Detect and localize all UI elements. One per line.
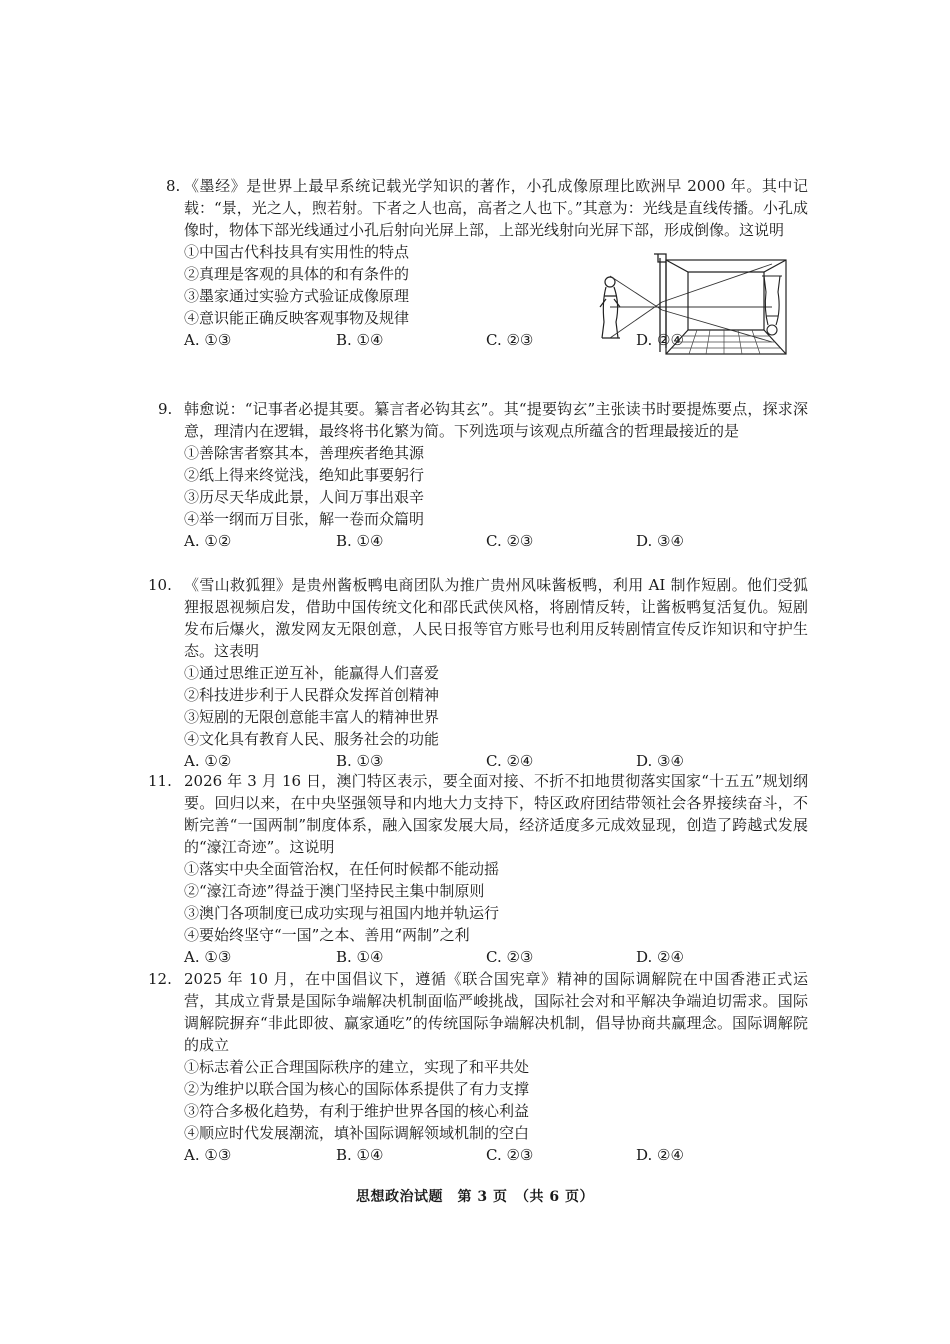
choice-a[interactable]: A. ①② — [184, 532, 232, 550]
question-number: 9. — [158, 400, 173, 418]
choice-c[interactable]: C. ②③ — [486, 1146, 534, 1164]
question-11 — [148, 770, 808, 968]
option-4: ④文化具有教育人民、服务社会的功能 — [184, 730, 440, 748]
option-1: ①通过思维正逆互补，能赢得人们喜爱 — [184, 664, 440, 682]
option-2: ②真理是客观的具体的和有条件的 — [184, 265, 410, 283]
question-9 — [148, 398, 808, 552]
choice-d[interactable]: D. ②④ — [636, 1146, 684, 1164]
option-3: ③历尽天华成此景，人间万事出艰辛 — [184, 488, 425, 506]
option-2: ②为维护以联合国为核心的国际体系提供了有力支撑 — [184, 1080, 530, 1098]
choice-d[interactable]: D. ②④ — [636, 948, 684, 966]
question-number: 10. — [148, 576, 172, 594]
question-number: 8. — [166, 177, 181, 195]
option-3: ③澳门各项制度已成功实现与祖国内地并轨运行 — [184, 904, 500, 922]
option-1: ①善除害者察其本，善理疾者绝其源 — [184, 444, 425, 462]
pinhole-camera-illustration — [592, 252, 792, 357]
choice-c[interactable]: C. ②④ — [486, 752, 534, 770]
option-3: ③墨家通过实验方式验证成像原理 — [184, 287, 410, 305]
choice-a[interactable]: A. ①② — [184, 752, 232, 770]
choice-b[interactable]: B. ①④ — [336, 1146, 384, 1164]
option-3: ③短剧的无限创意能丰富人的精神世界 — [184, 708, 440, 726]
question-stem: 《墨经》是世界上最早系统记载光学知识的著作，小孔成像原理比欧洲早 2000 年。其中记载：“景，光之人，煦若射。下者之人也高，高者之人也下。”其意为：光线是直线传播。小孔成像时，物体下部光线通过小孔后射向光屏上部，上部光线射向光屏下部，形成倒像。这说明 — [184, 177, 808, 239]
option-1: ①落实中央全面管治权，在任何时候都不能动摇 — [184, 860, 500, 878]
choice-b[interactable]: B. ①③ — [336, 752, 384, 770]
option-2: ②纸上得来终觉浅，绝知此事要躬行 — [184, 466, 425, 484]
question-stem: 2026 年 3 月 16 日，澳门特区表示，要全面对接、不折不扣地贯彻落实国家“十五五”规划纲要。回归以来，在中央坚强领导和内地大力支持下，特区政府团结带领社会各界接续奋斗，不断完善“一国两制”制度体系，融入国家发展大局，经济适度多元成效显现，创造了跨越式发展的“濠江奇迹”。这说明 — [184, 772, 808, 856]
answer-choices — [184, 750, 808, 772]
answer-choices — [184, 530, 808, 552]
choice-d[interactable]: D. ③④ — [636, 752, 684, 770]
question-stem: 2025 年 10 月，在中国倡议下，遵循《联合国宪章》精神的国际调解院在中国香港正式运营，其成立背景是国际争端解决机制面临严峻挑战，国际社会对和平解决争端迫切需求。国际调解院摒弃“非此即彼、赢家通吃”的传统国际争端解决机制，倡导协商共赢理念。国际调解院的成立 — [184, 970, 808, 1054]
option-4: ④举一纲而万目张，解一卷而众篇明 — [184, 510, 425, 528]
option-1: ①标志着公正合理国际秩序的建立，实现了和平共处 — [184, 1058, 530, 1076]
question-number: 12. — [148, 970, 172, 988]
question-stem: 《雪山救狐狸》是贵州酱板鸭电商团队为推广贵州风味酱板鸭，利用 AI 制作短剧。他们受狐狸报恩视频启发，借助中国传统文化和邵氏武侠风格，将剧情反转，让酱板鸭复活复仇。短剧发布后爆火，激发网友无限创意，人民日报等官方账号也利用反转剧情宣传反诈知识和守护生态。这表明 — [184, 576, 808, 660]
choice-d[interactable]: D. ②④ — [636, 331, 684, 349]
question-stem: 韩愈说：“记事者必提其要。纂言者必钩其玄”。其“提要钩玄”主张读书时要提炼要点，探求深意，理清内在逻辑，最终将书化繁为简。下列选项与该观点所蕴含的哲理最接近的是 — [184, 400, 808, 440]
question-number: 11. — [148, 772, 172, 790]
question-10 — [148, 574, 808, 772]
choice-c[interactable]: C. ②③ — [486, 948, 534, 966]
answer-choices — [184, 946, 808, 968]
choice-a[interactable]: A. ①③ — [184, 1146, 232, 1164]
answer-choices — [184, 1144, 808, 1166]
question-12 — [148, 968, 808, 1166]
option-2: ②“濠江奇迹”得益于澳门坚持民主集中制原则 — [184, 882, 485, 900]
option-3: ③符合多极化趋势，有利于维护世界各国的核心利益 — [184, 1102, 530, 1120]
option-4: ④要始终坚守“一国”之本、善用“两制”之利 — [184, 926, 470, 944]
page-footer: 思想政治试题 第 3 页 （共 6 页） — [356, 1189, 594, 1205]
choice-a[interactable]: A. ①③ — [184, 948, 232, 966]
option-2: ②科技进步利于人民群众发挥首创精神 — [184, 686, 440, 704]
choice-b[interactable]: B. ①④ — [336, 532, 384, 550]
choice-c[interactable]: C. ②③ — [486, 532, 534, 550]
option-1: ①中国古代科技具有实用性的特点 — [184, 243, 410, 261]
choice-b[interactable]: B. ①④ — [336, 948, 384, 966]
option-4: ④意识能正确反映客观事物及规律 — [184, 309, 410, 327]
choice-a[interactable]: A. ①③ — [184, 331, 232, 349]
choice-b[interactable]: B. ①④ — [336, 331, 384, 349]
option-4: ④顺应时代发展潮流，填补国际调解领域机制的空白 — [184, 1124, 530, 1142]
choice-d[interactable]: D. ③④ — [636, 532, 684, 550]
choice-c[interactable]: C. ②③ — [486, 331, 534, 349]
